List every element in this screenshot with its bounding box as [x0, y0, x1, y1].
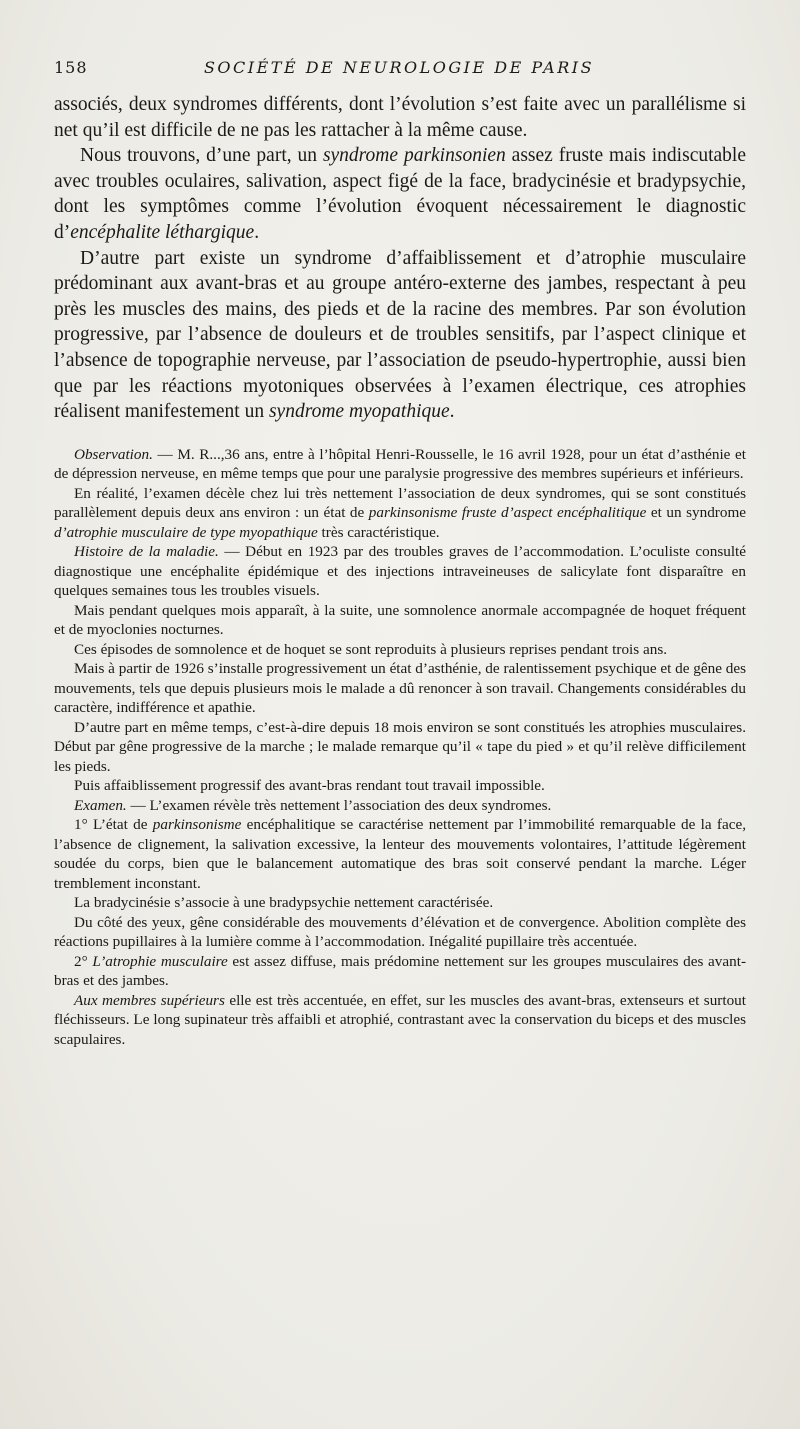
running-title: SOCIÉTÉ DE NEUROLOGIE DE PARIS [203, 58, 595, 77]
paragraph-text: . [449, 401, 455, 423]
italic-text: syndrome parkinsonien [322, 145, 506, 167]
italic-text: Histoire de la maladie. [74, 543, 219, 561]
italic-text: Examen. [74, 796, 127, 814]
main-paragraph [54, 143, 746, 245]
paragraph-text: très caractéristique. [317, 523, 440, 541]
paragraph-text: Nous trouvons, d’une part, un [80, 145, 323, 167]
paragraph-text: D’autre part existe un syndrome d’affaiblissement et d’atrophie musculaire prédominant aux avant-bras et au groupe antéro-externe des jambes, respectant à peu près les muscles des mains, des pieds et de la racine des membres. Par son évolution progressive, par l’absence de douleurs et de troubles sensitifs, par l’aspect clinique et l’absence de topographie nerveuse, par l’association de pseudo-hypertrophie, aussi bien que par les réactions myotoniques observées à l’examen électrique, ces atrophies réalisent manifestement un [54, 247, 746, 423]
main-paragraph [54, 92, 746, 143]
italic-text: parkinsonisme [152, 816, 242, 834]
body-text [54, 92, 746, 1049]
paragraph-text: Ces épisodes de somnolence et de hoquet se sont reproduits à plusieurs reprises pendant trois ans. [74, 640, 668, 658]
observation-paragraph [54, 952, 746, 991]
paragraph-text: associés, deux syndromes différents, dont l’évolution s’est faite avec un parallélisme si net qu’il est difficile de ne pas les rattacher à la même cause. [54, 94, 746, 141]
paragraph-text: En réalité, l’examen décèle chez lui très nettement l’association de deux syndromes, qui se sont constitués parallèlement depuis deux ans environ : un état de [54, 484, 746, 522]
paragraph-text: assez fruste mais indiscutable avec troubles oculaires, salivation, aspect figé de la face, bradycinésie et bradypsychie, dont les symptômes comme l’évolution évoquent nécessairement le diagnostic d’ [54, 145, 746, 243]
observation-paragraph [54, 796, 746, 816]
paragraph-text: et un syndrome [646, 504, 747, 522]
italic-text: Aux membres supérieurs [74, 991, 225, 1009]
paragraph-text: est assez diffuse, mais prédomine nettement sur les groupes musculaires des avant-bras et des jambes. [54, 952, 747, 990]
paragraph-text: — Début en 1923 par des troubles graves de l’accommodation. L’oculiste consulté diagnostique une encéphalite épidémique et des injections intraveineuses de salicylate font disparaître en quelques semaines tous les troubles visuels. [54, 543, 746, 600]
page-number: 158 [54, 58, 88, 77]
italic-text: Observation. [74, 445, 153, 463]
page-header [54, 50, 744, 80]
paragraph-text: — M. R...,36 ans, entre à l’hôpital Henri-Rousselle, le 16 avril 1928, pour un état d’asthénie et de dépression nerveuse, en même temps que pour une paralysie progressive des membres supérieurs et inférieurs. [54, 445, 746, 483]
paragraph-text: Mais pendant quelques mois apparaît, à la suite, une somnolence anormale accompagnée de hoquet fréquent et de myoclonies nocturnes. [54, 601, 746, 639]
paragraph-text: elle est très accentuée, en effet, sur les muscles des avant-bras, extenseurs et surtout fléchisseurs. Le long supinateur très affaibli et atrophié, contrastant avec la conservation du biceps et des muscles scapulaires. [54, 991, 746, 1048]
observation-paragraph [54, 445, 746, 484]
observation-paragraph [54, 776, 746, 796]
paragraph-text: La bradycinésie s’associe à une bradypsychie nettement caractérisée. [74, 894, 494, 912]
italic-text: L’atrophie musculaire [92, 952, 228, 970]
paragraph-text: D’autre part en même temps, c’est-à-dire depuis 18 mois environ se sont constitués les atrophies musculaires. Début par gêne progressive de la marche ; le malade remarque qu’il « tape du pied » et qu’il relève difficilement les pieds. [54, 718, 746, 775]
observation-paragraph [54, 484, 746, 543]
main-text-block [54, 92, 746, 425]
italic-text: syndrome myopathique [268, 401, 450, 423]
observation-paragraph [54, 893, 746, 913]
observation-paragraph [54, 718, 746, 777]
paragraph-text: — L’examen révèle très nettement l’association des deux syndromes. [126, 796, 552, 814]
italic-text: parkinsonisme fruste d’aspect encéphalitique [368, 504, 647, 522]
observation-paragraph [54, 601, 746, 640]
observation-paragraph [54, 542, 746, 601]
paragraph-text: . [254, 221, 260, 243]
paragraph-text: Mais à partir de 1926 s’installe progressivement un état d’asthénie, de ralentissement psychique et de gêne des mouvements, tels que depuis plusieurs mois le malade a dû renoncer à son travail. Changements considérables du caractère, indifférence et apathie. [54, 660, 746, 717]
paragraph-text: Puis affaiblissement progressif des avant-bras rendant tout travail impossible. [74, 777, 545, 795]
observation-paragraph [54, 815, 746, 893]
italic-text: d’atrophie musculaire de type myopathique [54, 523, 318, 541]
main-paragraph [54, 246, 746, 425]
observation-block [54, 445, 746, 1050]
paragraph-text: 1° L’état de [74, 816, 153, 834]
observation-paragraph [54, 991, 746, 1050]
observation-paragraph [54, 659, 746, 718]
italic-text: encéphalite léthargique [70, 221, 255, 243]
observation-paragraph [54, 640, 746, 660]
paragraph-text: encéphalitique se caractérise nettement par l’immobilité remarquable de la face, l’absence de clignement, la salivation excessive, la lenteur des mouvements volontaires, l’attitude légèrement soudée du corps, bien que le balancement automatique des bras soit conservé pendant la marche. Léger tremblement inconstant. [54, 816, 746, 892]
paragraph-text: Du côté des yeux, gêne considérable des mouvements d’élévation et de convergence. Abolition complète des réactions pupillaires à la lumière comme à l’accommodation. Inégalité pupillaire très accentuée. [54, 913, 746, 951]
observation-paragraph [54, 913, 746, 952]
paragraph-text: 2° [74, 952, 93, 970]
